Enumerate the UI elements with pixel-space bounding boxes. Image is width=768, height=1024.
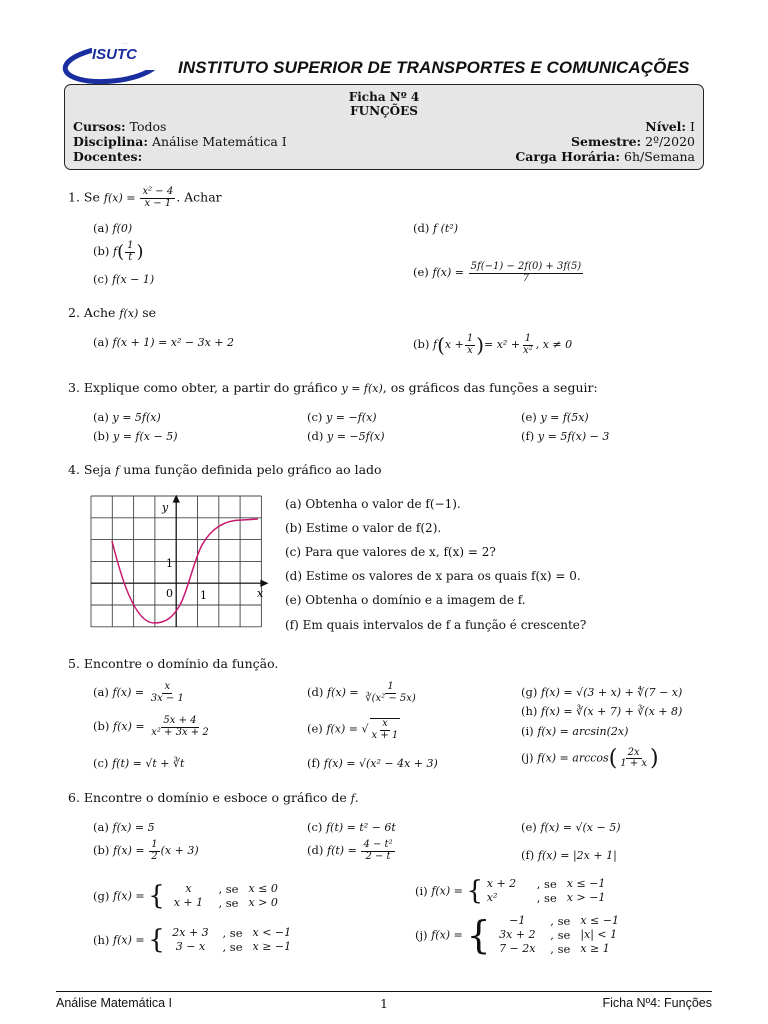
- q3-item-c: (c) y = −f(x): [307, 410, 377, 424]
- q1-post: . Achar: [176, 189, 222, 205]
- q1-item-d: (d) f (t²): [413, 221, 458, 235]
- graph-y-label: y: [162, 501, 169, 514]
- question-3: 3. Explique como obter, a partir do gráfico y = f(x), os gráficos das funções a seguir:: [68, 380, 598, 395]
- level-label: Nível:: [645, 119, 687, 134]
- q1-fx: f(x) =: [103, 191, 136, 205]
- q5-item-g: (g) f(x) = √(3 + x) + ∜(7 − x): [521, 685, 683, 699]
- q4-item-c: (c) Para que valores de x, f(x) = 2?: [285, 545, 496, 559]
- q4-item-e: (e) Obtenha o domínio e a imagem de f.: [285, 593, 526, 607]
- q3-item-e: (e) y = f(5x): [521, 410, 589, 424]
- courses-value: Todos: [129, 119, 167, 134]
- footer-sheet: Ficha Nº4: Funções: [602, 996, 712, 1010]
- q4-item-a: (a) Obtenha o valor de f(−1).: [285, 497, 461, 511]
- q5-item-h: (h) f(x) = ∛(x + 7) + ∛(x + 8): [521, 704, 683, 718]
- hours-value: 6h/Semana: [624, 149, 695, 164]
- q5-item-e: (e) f(x) = √ $\frac{x}{x + 1}$: [307, 718, 399, 741]
- q6-item-d: (d) f(t) = $\frac{\text{4 − t²}}{2 - t}$: [307, 839, 393, 862]
- q3-item-d: (d) y = −5f(x): [307, 429, 385, 443]
- teachers-label: Docentes:: [73, 149, 143, 164]
- question-4: 4. Seja f uma função definida pelo gráfico ao lado: [68, 462, 382, 477]
- q2-item-a: (a) f(x + 1) = x² − 3x + 2: [93, 335, 235, 349]
- graph-tick-y1: 1: [166, 557, 173, 570]
- q3-item-f: (f) y = 5f(x) − 3: [521, 429, 610, 443]
- graph-tick-x1: 1: [200, 589, 207, 602]
- discipline-value: Análise Matemática I: [152, 134, 287, 149]
- courses-label: Cursos:: [73, 119, 126, 134]
- semester-label: Semestre:: [571, 134, 642, 149]
- q6-item-a: (a) f(x) = 5: [93, 820, 155, 834]
- q1-item-a: (a) f(0): [93, 221, 133, 235]
- logo: [62, 40, 172, 84]
- q1-item-b: (b) f( $\frac{1}{t}$ ): [93, 240, 144, 263]
- logo-text: ISUTC: [92, 46, 137, 63]
- q6-item-j: (j) f(x) = { −1 , se x ≤ −1 3x + 2 , se |x| < 1 7 − 2x , se x ≥ 1: [415, 913, 619, 957]
- sheet-topic: FUNÇÕES: [350, 104, 418, 118]
- institution-title: INSTITUTO SUPERIOR DE TRANSPORTES E COMUNICAÇÕES: [178, 58, 690, 77]
- q2-item-b: (b) f(x + $\frac{1}{x}$ )= x² + $\frac{1}{\text{x²}}$ , x ≠ 0: [413, 333, 573, 357]
- q5-item-d: (d) f(x) = $\frac{1}{\text{∛(x² − 5x)}}$: [307, 681, 416, 704]
- hours-label: Carga Horária:: [515, 149, 621, 164]
- level-value: I: [690, 119, 695, 134]
- question-1: [68, 187, 222, 209]
- q4-function-graph: [90, 495, 270, 630]
- q1-item-c: (c) f(x − 1): [93, 272, 155, 286]
- graph-x-label: x: [257, 587, 264, 600]
- q3-item-b: (b) y = f(x − 5): [93, 429, 178, 443]
- q5-item-f: (f) f(x) = √(x² − 4x + 3): [307, 756, 438, 770]
- q4-item-b: (b) Estime o valor de f(2).: [285, 521, 442, 535]
- q4-item-f: (f) Em quais intervalos de f a função é crescente?: [285, 618, 587, 632]
- q5-item-c: (c) f(t) = √t + ∛t: [93, 756, 185, 770]
- semester-value: 2º/2020: [645, 134, 695, 149]
- q6-item-f: (f) f(x) = |2x + 1|: [521, 848, 617, 862]
- question-2: 2. Ache f(x) se: [68, 305, 157, 320]
- discipline-label: Disciplina:: [73, 134, 149, 149]
- q5-item-j: (j) f(x) = arccos( $\frac{2x}{1 + x}$ ): [521, 746, 659, 771]
- graph-origin: 0: [166, 587, 173, 600]
- q6-item-b: (b) f(x) = $\frac{1}{2}$ (x + 3): [93, 839, 199, 862]
- q1-number: 1.: [68, 189, 80, 205]
- footer-rule: [56, 991, 712, 992]
- info-box: [64, 84, 704, 170]
- q4-item-d: (d) Estime os valores de x para os quais f(x) = 0.: [285, 569, 581, 583]
- sheet-number: Ficha Nº 4: [348, 90, 420, 104]
- q5-item-a: (a) f(x) = $\frac{x}{3x - 1}$: [93, 681, 184, 704]
- question-6: 6. Encontre o domínio e esboce o gráfico de f.: [68, 790, 359, 805]
- q1-item-e: (e) f(x) = $\frac{5f(-1) - 2f(0) + 3f(5)}{7}$: [413, 261, 582, 284]
- q6-item-h: (h) f(x) = { 2x + 3 , se x < −1 3 − x , se x ≥ −1: [93, 925, 292, 955]
- q3-item-a: (a) y = 5f(x): [93, 410, 161, 424]
- footer-course: Análise Matemática I: [56, 996, 173, 1010]
- footer-page-number: 1: [380, 996, 388, 1011]
- q5-item-i: (i) f(x) = arcsin(2x): [521, 724, 629, 738]
- q5-item-b: (b) f(x) = $\frac{5x + 4}{\text{x² + 3x + 2}}$: [93, 715, 209, 738]
- q6-item-g: (g) f(x) = { x , se x ≤ 0 x + 1 , se x > 0: [93, 881, 278, 911]
- q6-item-e: (e) f(x) = √(x − 5): [521, 820, 621, 834]
- q6-item-c: (c) f(t) = t² − 6t: [307, 820, 396, 834]
- q1-text: Se: [83, 189, 100, 205]
- q6-item-i: (i) f(x) = { x + 2 , se x ≤ −1 x² , se x > −1: [415, 876, 606, 906]
- question-5: 5. Encontre o domínio da função.: [68, 656, 279, 671]
- q1-fraction: $\frac{\text{x² − 4}}{x - 1}$: [142, 186, 174, 209]
